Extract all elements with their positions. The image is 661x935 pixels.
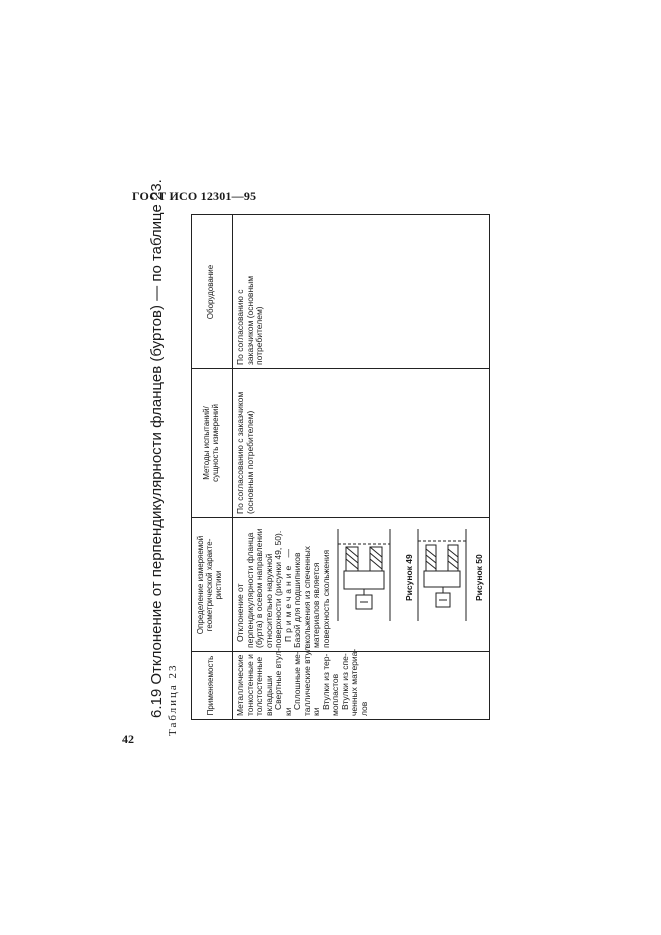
equipment-line: потребителем) [254,306,264,365]
applicability-line: лов [358,701,369,716]
document-header: ГОСТ ИСО 12301—95 [132,189,257,203]
note-line: Базой для подшипников [292,552,302,648]
column-header-definition: Определение измеряемой геометрической характе-ристики [196,535,223,635]
applicability-line: Металлические [235,654,245,716]
note-label: Примечание — [282,545,293,642]
note-line: скольжения из спеченных [301,545,312,648]
table-caption: Таблица 23 [167,663,179,736]
applicability-line: мопластов [330,673,340,716]
figure-49-caption: Рисунок 49 [404,554,414,601]
column-divider [192,517,489,518]
methods-cell [236,392,255,514]
column-header-equipment: Оборудование [206,264,215,320]
applicability-line: Втулки из тер- [320,653,331,710]
figure-50-caption: Рисунок 50 [474,554,484,601]
applicability-line: ки [282,707,293,716]
definition-cell [236,528,331,648]
applicability-line: ченных материа- [349,648,359,716]
section-title: 6.19 Отклонение от перпендикулярности фланцев (буртов) — по таблице 23. [148,179,165,718]
applicability-line: тонкостенные и [244,654,255,716]
column-header-applicability: Применяемость [206,655,215,716]
applicability-cell [236,644,369,716]
equipment-line: По согласованию с [235,289,245,365]
note-line: поверхность скольжения [320,549,331,648]
methods-line: По согласованию с заказчиком [235,391,245,514]
applicability-line: Свертные втул- [273,648,283,710]
applicability-line: Сплошные ме- [292,651,302,710]
note-line: материалов является [311,562,321,648]
column-divider [192,368,489,369]
methods-line: (основным потребителем) [244,410,255,514]
applicability-line: ки [311,707,321,716]
data-table [191,214,490,720]
applicability-line: вкладыши [263,675,274,716]
definition-line: Отклонение от [235,583,245,642]
definition-line: перпендикулярности фланца [244,532,255,648]
page-number: 42 [122,732,134,746]
applicability-line: толстостенные [254,656,264,716]
applicability-line: таллические втул- [301,643,312,716]
equipment-line: заказчиком (основным [244,275,255,365]
definition-line: (бурта) в осевом направлении [254,528,264,648]
definition-line: поверхности (рисунки 49, 50). [273,530,283,648]
definition-line: относительно наружной [263,553,274,648]
equipment-cell [236,276,265,365]
applicability-line: Втулки из спе- [339,653,350,710]
figure-49-drawing [332,524,402,629]
header-divider [232,215,233,719]
figure-50-drawing [414,524,476,629]
column-header-methods: Методы испытаний/ сущность измерений [202,404,220,482]
